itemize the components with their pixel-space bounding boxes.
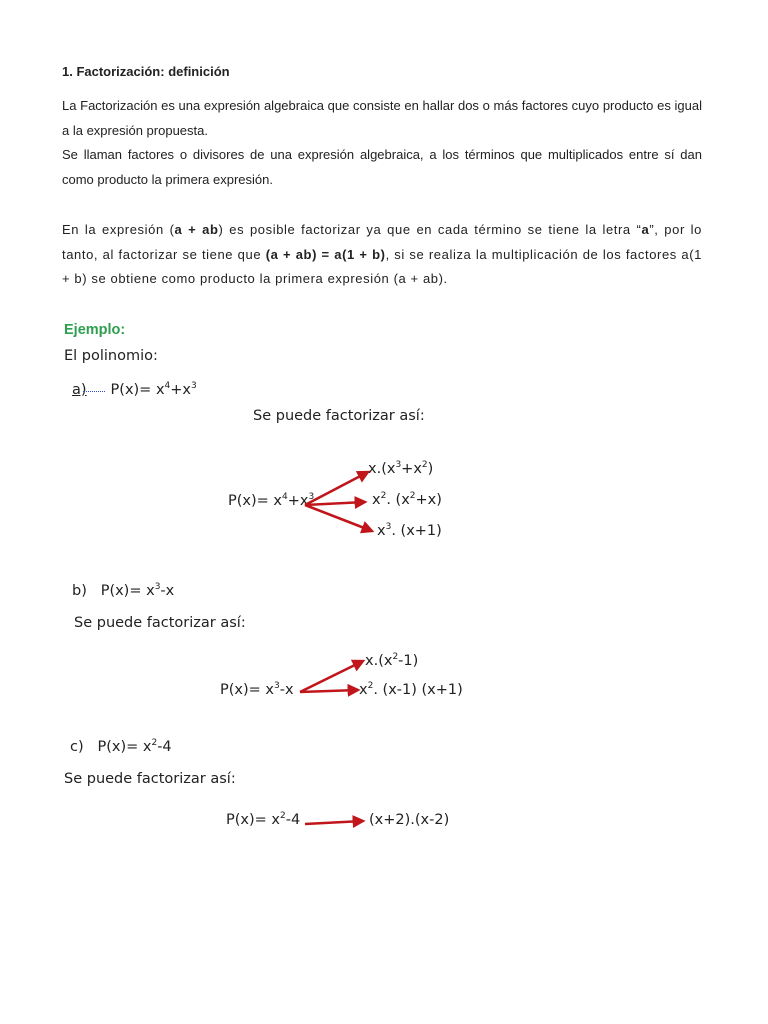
expr-part: P(x)= x bbox=[226, 812, 280, 828]
definition-line-3: Se llaman factores o divisores de una expresión algebraica, a los términos que multiplicados entre sí bbox=[62, 147, 675, 162]
expr-part: P(x)= x bbox=[220, 682, 274, 698]
expr-part: P(x)= x bbox=[97, 739, 152, 755]
arrow-b-2 bbox=[300, 690, 358, 692]
explanation-text: ) es posible factorizar ya que en cada término se tiene la letra “ bbox=[218, 222, 642, 237]
exponent: 3 bbox=[308, 492, 315, 502]
expr-part: . (x-1) (x+1) bbox=[373, 682, 463, 698]
example-c-marker: c) bbox=[70, 739, 84, 755]
expr-part: x.(x bbox=[368, 461, 396, 477]
explanation-bold: (a + ab) = a(1 + b) bbox=[265, 246, 386, 262]
expr-part: x bbox=[372, 492, 381, 508]
expr-part: +x) bbox=[415, 492, 442, 508]
expr-part: -x bbox=[279, 682, 294, 698]
exponent: 2 bbox=[279, 811, 286, 821]
arrow-a-2 bbox=[305, 502, 365, 505]
expr-part: -1) bbox=[398, 653, 419, 669]
arrow-a-1 bbox=[305, 472, 368, 505]
arrow-a-3 bbox=[305, 505, 372, 531]
expr-part: x bbox=[377, 523, 386, 539]
expr-part: +x bbox=[287, 493, 309, 509]
arrow-b-1 bbox=[300, 661, 363, 692]
expr-part: P(x)= x bbox=[110, 382, 165, 398]
explanation-text: En la expresión ( bbox=[62, 222, 175, 237]
expr-part: P(x)= x bbox=[100, 583, 155, 599]
exponent: 2 bbox=[151, 738, 158, 748]
exponent: 2 bbox=[367, 681, 374, 691]
exponent: 2 bbox=[421, 460, 428, 470]
exponent: 3 bbox=[385, 522, 392, 532]
example-a-can-factor: Se puede factorizar así: bbox=[253, 408, 425, 424]
example-b-marker: b) bbox=[72, 583, 87, 599]
expr-part: -4 bbox=[157, 739, 172, 755]
expr-part: +x bbox=[401, 461, 422, 477]
exponent: 3 bbox=[273, 681, 280, 691]
exponent: 2 bbox=[380, 491, 387, 501]
polynomial-label: El polinomio: bbox=[64, 348, 158, 364]
example-c-result: (x+2).(x-2) bbox=[369, 812, 450, 828]
expr-part: . (x bbox=[386, 492, 410, 508]
exponent: 3 bbox=[395, 460, 402, 470]
definition-line-2: es igual a la expresión propuesta. bbox=[62, 98, 702, 138]
expr-part: -4 bbox=[285, 812, 301, 828]
expr-part: -x bbox=[160, 583, 175, 599]
example-b-can-factor: Se puede factorizar así: bbox=[74, 615, 246, 631]
explanation-text: , si se realiza la multiplicación de los factores a(1 + b) se obtiene como producto la primera expresión (a + ab). bbox=[62, 246, 702, 286]
expr-part: . (x+1) bbox=[391, 523, 442, 539]
expr-part: ) bbox=[427, 461, 434, 477]
explanation-bold: a + ab bbox=[174, 222, 219, 237]
definition-line-1: La Factorización es una expresión algebraica que consiste en hallar dos o más factores cuyo producto bbox=[62, 98, 654, 113]
section-heading: 1. Factorización: definición bbox=[62, 64, 230, 79]
example-a-marker: a) bbox=[72, 382, 87, 398]
exponent: 2 bbox=[409, 491, 416, 501]
expr-part: P(x)= x bbox=[228, 493, 282, 509]
exponent: 4 bbox=[164, 381, 171, 391]
expr-part: x.(x bbox=[365, 653, 393, 669]
exponent: 3 bbox=[154, 582, 161, 592]
explanation-bold: a bbox=[641, 222, 650, 237]
exponent: 3 bbox=[191, 381, 197, 391]
example-label: Ejemplo: bbox=[64, 322, 126, 338]
exponent: 2 bbox=[392, 652, 399, 662]
example-c-can-factor: Se puede factorizar así: bbox=[64, 771, 236, 787]
explanation-text: ”, por lo tanto, al factorizar se tiene que bbox=[62, 222, 702, 262]
expr-part: +x bbox=[170, 382, 191, 398]
expr-part: x bbox=[359, 682, 368, 698]
exponent: 4 bbox=[281, 492, 288, 502]
arrow-c-1 bbox=[305, 821, 363, 824]
definition-line-4: dan como producto la primera expresión. bbox=[62, 147, 702, 187]
